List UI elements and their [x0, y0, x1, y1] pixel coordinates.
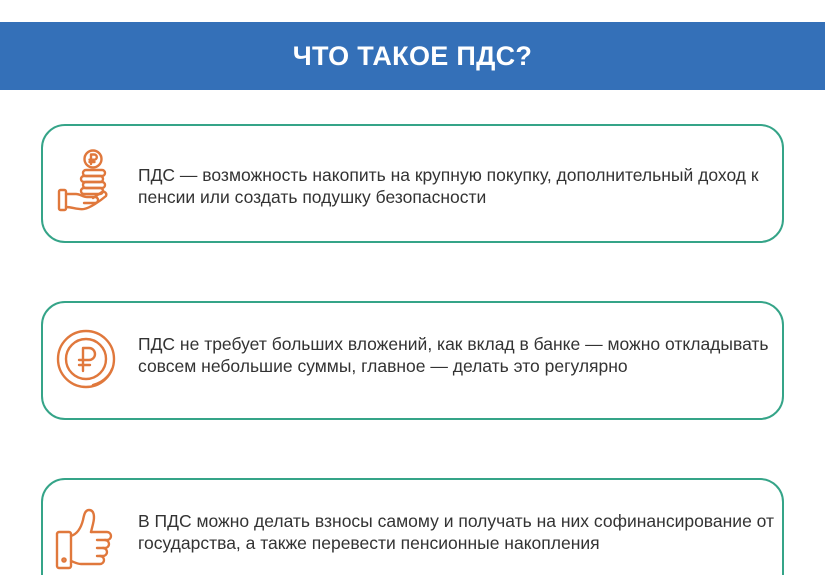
- info-card-state-cofinancing: [41, 478, 784, 575]
- info-card-small-amounts: [41, 301, 784, 420]
- card-text: В ПДС можно делать взносы самому и получать на них софинансирование от государства, а также перевести пенсионные накопления: [138, 511, 775, 553]
- hand-coins-icon: [53, 148, 123, 218]
- card-text: ПДС — возможность накопить на крупную покупку, дополнительный доход к пенсии или создать подушку безопасности: [138, 165, 759, 207]
- card-text: ПДС не требует больших вложений, как вклад в банке — можно откладывать совсем небольшие суммы, главное — делать это регулярно: [138, 334, 769, 376]
- header-banner: [0, 22, 825, 90]
- page-title: ЧТО ТАКОЕ ПДС?: [292, 40, 533, 71]
- ruble-coin-icon: [53, 325, 123, 395]
- thumbs-up-icon: [53, 502, 123, 572]
- info-card-savings: [41, 124, 784, 243]
